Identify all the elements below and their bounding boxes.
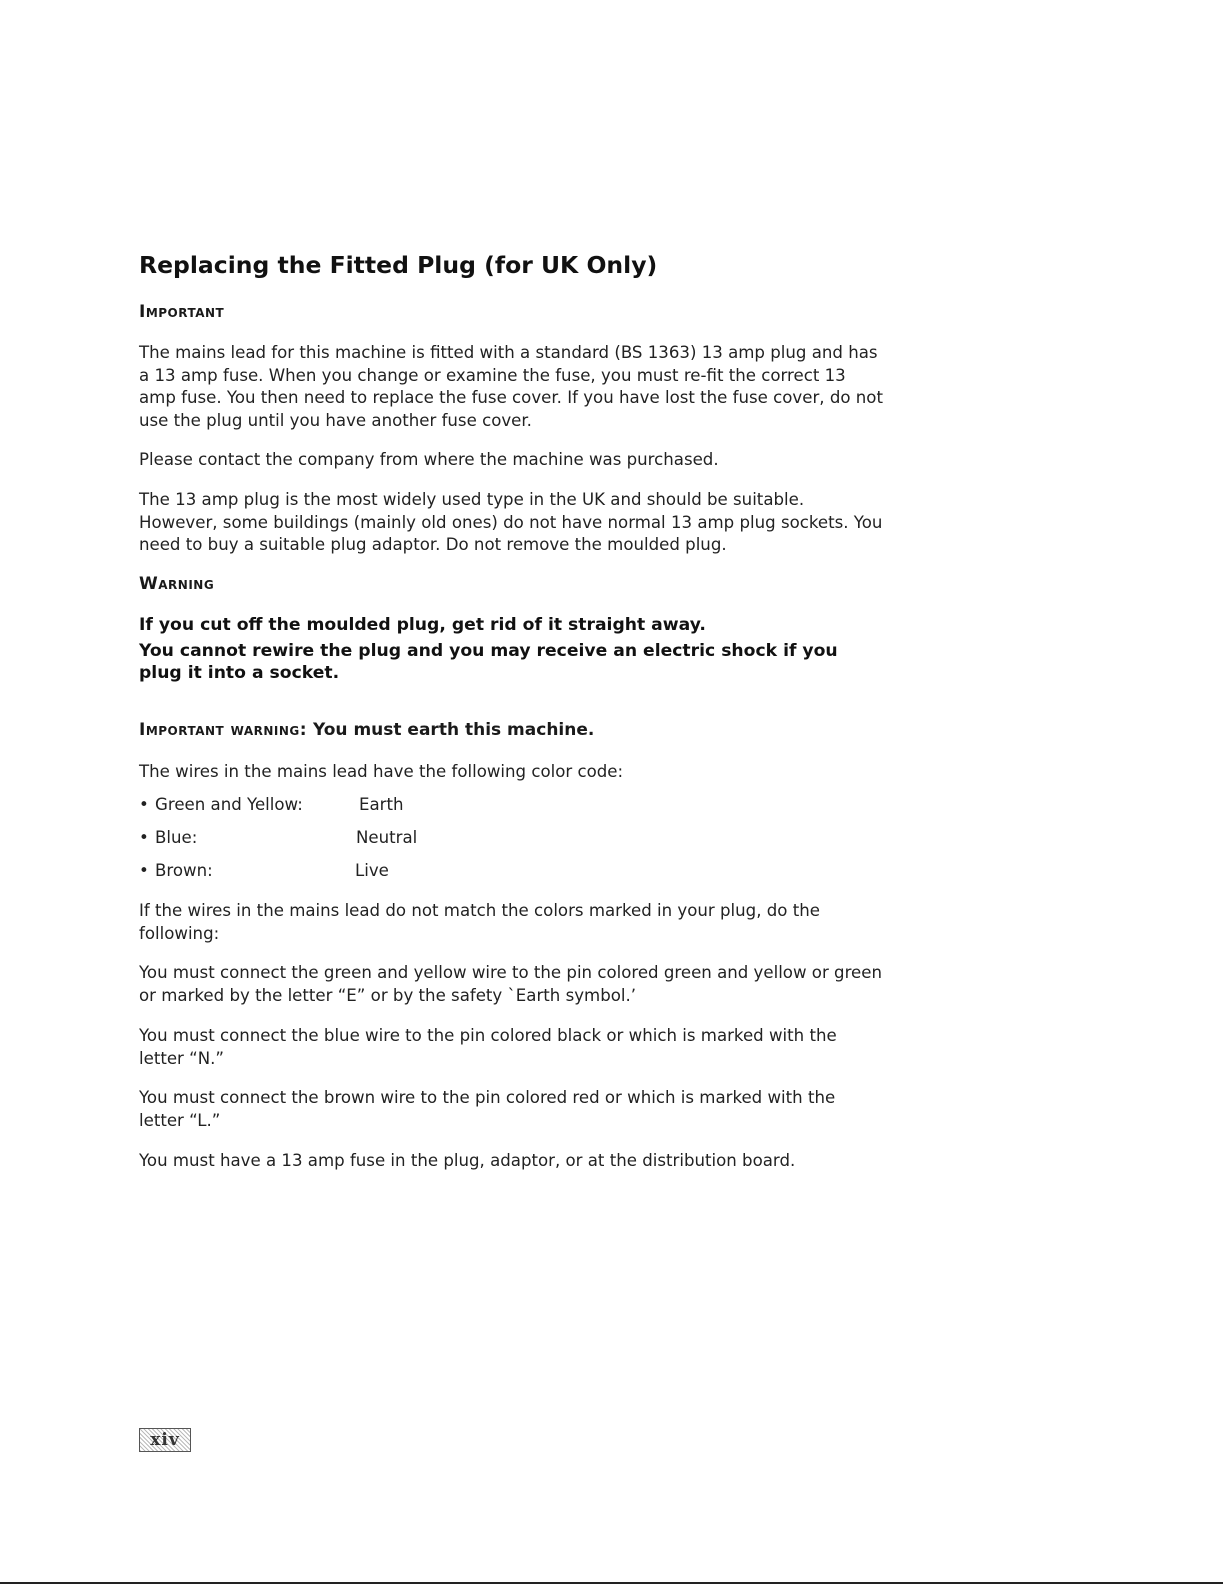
- paragraph-green-yellow-wire: You must connect the green and yellow wire to the pin colored green and yellow or green or marked by the letter “E” or by the safety ˋEarth symbol.ʼ: [139, 963, 882, 1005]
- warning-cut-off-plug: If you cut off the moulded plug, get rid of it straight away.: [139, 615, 706, 635]
- paragraph-mismatch: If the wires in the mains lead do not match the colors marked in your plug, do the following:: [139, 901, 820, 943]
- bullet: •: [139, 795, 149, 814]
- important-warning-label: Important warning:: [139, 720, 308, 740]
- wire-value: Neutral: [356, 828, 418, 847]
- important-warning-heading: [139, 720, 594, 740]
- page-title: Replacing the Fitted Plug (for UK Only): [139, 251, 658, 279]
- wire-row-earth: [139, 793, 884, 817]
- wire-name: Brown:: [155, 861, 213, 880]
- paragraph-plug-type: The 13 amp plug is the most widely used type in the UK and should be suitable. However, some buildings (mainly old ones) do not have normal 13 amp plug sockets. You need to buy a suitable plug adaptor. Do not remove the moulded plug.: [139, 490, 883, 554]
- document-page: [139, 0, 884, 1584]
- wire-name: Blue:: [155, 828, 198, 847]
- page-number: xiv: [139, 1428, 191, 1452]
- paragraph-brown-wire: You must connect the brown wire to the pin colored red or which is marked with the letter “L.”: [139, 1088, 836, 1130]
- warning-rewire-shock: You cannot rewire the plug and you may receive an electric shock if you plug it into a socket.: [139, 641, 838, 683]
- paragraph-contact-company: Please contact the company from where the machine was purchased.: [139, 450, 719, 469]
- important-label: Important: [139, 302, 225, 322]
- wire-row-neutral: [139, 826, 884, 850]
- paragraph-mains-lead: The mains lead for this machine is fitted with a standard (BS 1363) 13 amp plug and has a 13 amp fuse. When you change or examine the fuse, you must re-fit the correct 13 amp fuse. You then need to replace the fuse cover. If you have lost the fuse cover, do not use the plug until you have another fuse cover.: [139, 343, 883, 430]
- wire-value: Earth: [359, 795, 404, 814]
- wire-name: Green and Yellow:: [155, 795, 303, 814]
- paragraph-blue-wire: You must connect the blue wire to the pin colored black or which is marked with the letter “N.”: [139, 1026, 837, 1068]
- bullet: •: [139, 861, 149, 880]
- paragraph-fuse-requirement: You must have a 13 amp fuse in the plug, adaptor, or at the distribution board.: [139, 1151, 796, 1170]
- wire-value: Live: [355, 861, 389, 880]
- color-code-intro: The wires in the mains lead have the following color code:: [139, 762, 624, 781]
- bullet: •: [139, 828, 149, 847]
- wire-row-live: [139, 859, 884, 883]
- important-warning-text: You must earth this machine.: [313, 720, 595, 740]
- warning-label: Warning: [139, 574, 215, 594]
